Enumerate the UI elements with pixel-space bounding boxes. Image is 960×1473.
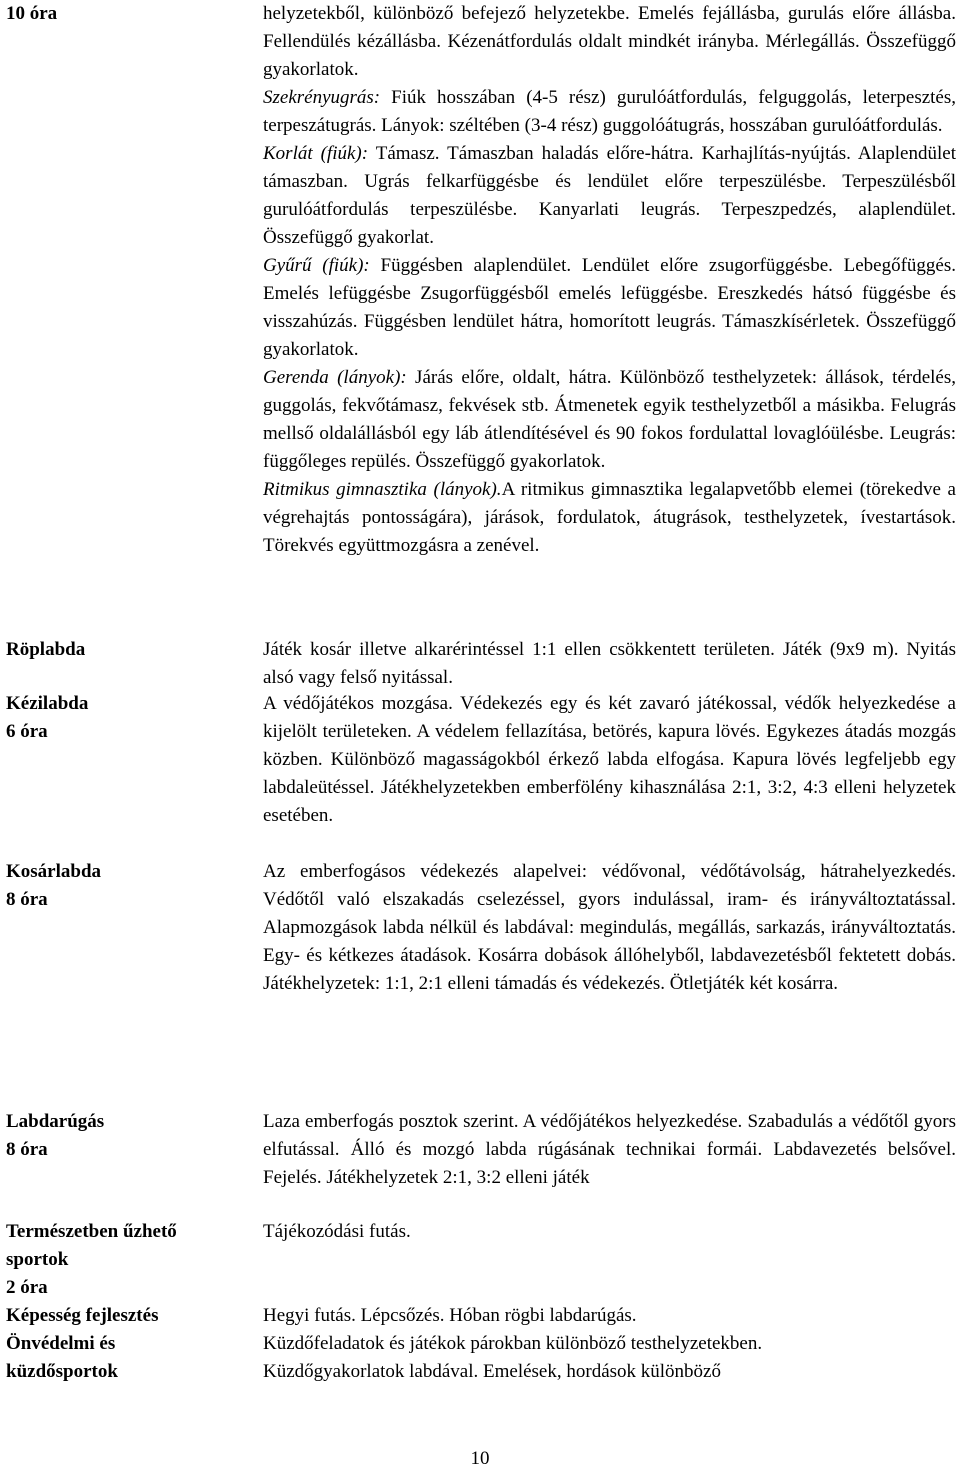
sport-label-block	[6, 1330, 246, 1386]
sport-text-line2: Küzdőgyakorlatok labdával. Emelések, hordások különböző	[263, 1361, 721, 1382]
sport-hours: 6 óra	[6, 721, 48, 742]
paragraph	[263, 84, 956, 140]
sport-label-block	[6, 858, 246, 914]
paragraph-text: Támasz. Támaszban haladás előre-hátra. Karhajlítás-nyújtás. Alaplendület támaszban. Ugrás felkarfüggésbe és lendület előre terpeszülésbe. Terpeszülésből gurulóátfordulás terpeszülésbe. Kanyarlati leugrás. Terpeszpedzés, alaplendület. Összefüggő gyakorlat.	[263, 143, 956, 248]
sport-label: Képesség fejlesztés	[6, 1305, 159, 1326]
paragraph-lead: Korlát (fiúk):	[263, 143, 369, 164]
sport-label-line2: küzdősportok	[6, 1361, 118, 1382]
paragraph-text: Járás előre, oldalt, hátra. Különböző testhelyzetek: állások, térdelés, guggolás, fekvőtámasz, fekvések stb. Átmenetek egyik testhelyzetből a másikba. Felugrás mellső oldalállásból egy láb átlendítésével és 90 fokos fordulattal lovaglóülésbe. Leugrás: függőleges repülés. Összefüggő gyakorlatok.	[263, 367, 957, 472]
sport-text-block	[263, 1330, 956, 1386]
sport-label-block	[6, 690, 246, 746]
sport-text: Játék kosár illetve alkarérintéssel 1:1 ellen csökkentett területen. Játék (9x9 m). Nyitás alsó vagy felső nyitással.	[263, 639, 956, 688]
sport-text: Az emberfogásos védekezés alapelvei: védővonal, védőtávolság, hátrahelyezkedés. Védőtől való elszakadás cselezéssel, gyors indulással, iram- és irányváltoztatással. Alapmozgások labda nélkül és labdával: megindulás, megállás, sarkazás, irányváltoztatás. Egy- és kétkezes átadások. Kosárra dobások állóhelyből, labdavezetésből fektetett dobás. Játékhelyzetek: 1:1, 2:1 elleni támadás és védekezés. Ötletjáték két kosárra.	[263, 861, 956, 994]
sport-label: Röplabda	[6, 639, 86, 660]
sport-label-line2: sportok	[6, 1249, 69, 1270]
sport-label: Kosárlabda	[6, 861, 102, 882]
paragraph-text: Függésben alaplendület. Lendület előre zsugorfüggésbe. Lebegőfüggés. Emelés lefüggésbe Zsugorfüggésből emelés lefüggésbe. Ereszkedés hátsó függésbe és visszahúzás. Függésben lendület hátra, homorított leugrás. Támaszkísérletek. Összefüggő gyakorlatok.	[263, 255, 956, 360]
sport-label: Önvédelmi és	[6, 1333, 116, 1354]
sport-text: Hegyi futás. Lépcsőzés. Hóban rögbi labdarúgás.	[263, 1305, 637, 1326]
paragraph	[263, 364, 956, 476]
sport-label: Természetben űzhető	[6, 1221, 177, 1242]
sport-label-block	[6, 1108, 246, 1164]
paragraph-lead: Gerenda (lányok):	[263, 367, 407, 388]
sport-text: A védőjátékos mozgása. Védekezés egy és két zavaró játékossal, védők helyezkedése a kijelölt területeken. A védelem fellazítása, betörés, kapura lövés. Egykezes átadás mozgás közben. Különböző magasságokból érkező labda elfogása. Kapura lövés legfeljebb egy labdaleütéssel. Játékhelyzetekben emberfölény kihasználása 2:1, 3:2, 4:3 elleni helyzetek esetében.	[263, 693, 956, 826]
sport-label: Labdarúgás	[6, 1111, 105, 1132]
sport-hours: 2 óra	[6, 1277, 48, 1298]
sport-label: Kézilabda	[6, 693, 89, 714]
sport-hours: 8 óra	[6, 889, 48, 910]
sport-text: Laza emberfogás posztok szerint. A védőjátékos helyezkedése. Szabadulás a védőtől gyors elfutással. Álló és mozgó labda rúgásának technikai formái. Labdavezetés belsővel. Fejelés. Játékhelyzetek 2:1, 3:2 elleni játék	[263, 1111, 956, 1188]
paragraph	[263, 476, 956, 560]
paragraph-lead: Szekrényugrás:	[263, 87, 381, 108]
paragraph-text: A ritmikus gimnasztika legalapvetőbb elemei (törekedve a végrehajtás pontosságára), járások, fordulatok, átugrások, testhelyzetek, ívestartások. Törekvés együttmozgásra a zenével.	[263, 479, 956, 556]
gymnastics-text	[263, 0, 956, 560]
sport-text: Tájékozódási futás.	[263, 1221, 411, 1242]
paragraph	[263, 140, 956, 252]
sport-text: Küzdőfeladatok és játékok párokban különböző testhelyzetekben.	[263, 1333, 763, 1354]
paragraph-text: Fiúk hosszában (4-5 rész) gurulóátfordulás, felguggolás, leterpesztés, terpeszátugrás. Lányok: széltében (3-4 rész) guggolóátugrás, hosszában gurulóátfordulás.	[263, 87, 956, 136]
sport-hours: 8 óra	[6, 1139, 48, 1160]
paragraph	[263, 0, 956, 84]
paragraph	[263, 252, 956, 364]
paragraph-text: helyzetekből, különböző befejező helyzetekbe. Emelés fejállásba, gurulás előre állásba. Fellendülés kézállásba. Kézenátfordulás oldalt mindkét irányba. Mérlegállás. Összefüggő gyakorlatok.	[263, 3, 956, 80]
sport-label-block	[6, 1218, 246, 1302]
page-number: 10	[470, 1448, 490, 1469]
hours-label: 10 óra	[6, 3, 58, 24]
paragraph-lead: Gyűrű (fiúk):	[263, 255, 370, 276]
paragraph-lead: Ritmikus gimnasztika (lányok).	[263, 479, 502, 500]
